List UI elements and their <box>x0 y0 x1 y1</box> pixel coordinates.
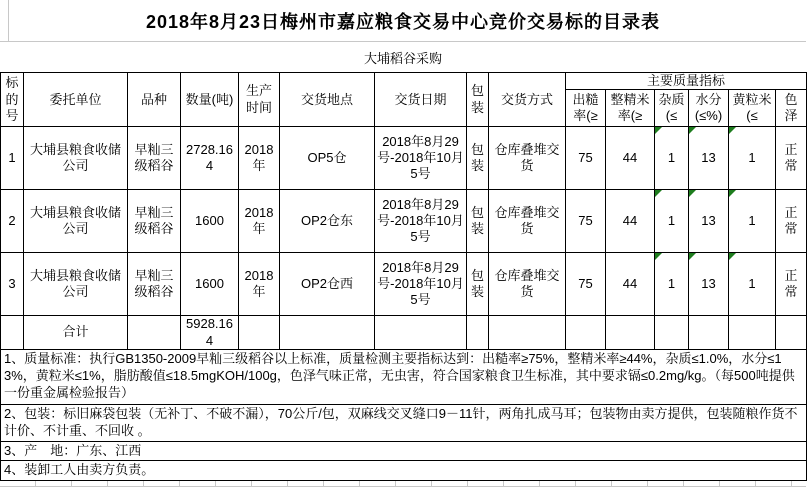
cell-delivery-date: 2018年8月29号-2018年10月5号 <box>375 253 467 316</box>
total-row <box>1 316 807 350</box>
table-row <box>1 127 807 190</box>
cell-quantity: 1600 <box>181 253 239 316</box>
cell-empty <box>239 316 280 350</box>
cell-packing: 包装 <box>467 127 489 190</box>
col-header-impurity: 杂质(≤ <box>655 90 689 127</box>
note-origin: 3、产 地：广东、江西 <box>1 441 807 461</box>
header-row-group <box>1 73 807 90</box>
cell-impurity: 1 <box>655 253 689 316</box>
col-header-head-rice-rate: 整精米率(≥ <box>606 90 655 127</box>
cell-delivery-date: 2018年8月29号-2018年10月5号 <box>375 190 467 253</box>
col-header-quantity: 数量(吨) <box>181 73 239 127</box>
note-quality-standard: 1、质量标准：执行GB1350-2009早籼三级稻谷以上标准，质量检测主要指标达到：出糙率≥75%，整精米率≥44%，杂质≤1.0%，水分≤13%，黄粒米≤1%，脂肪酸值≤18.5mgKOH/100g，色泽气味正常，无虫害，符合国家粮食卫生标准，其中要求镉≤0.2mg/kg。（每500吨提供一份重金属检验报告） <box>1 349 807 404</box>
col-header-delivery-place: 交货地点 <box>280 73 375 127</box>
cell-quantity: 2728.164 <box>181 127 239 190</box>
cell-packing: 包装 <box>467 253 489 316</box>
cell-empty <box>776 316 807 350</box>
cell-production-time: 2018年 <box>239 127 280 190</box>
cell-variety: 早籼三级稻谷 <box>128 127 181 190</box>
cell-head-rice-rate: 44 <box>606 253 655 316</box>
cell-delivery-place: OP2仓西 <box>280 253 375 316</box>
cell-variety: 早籼三级稻谷 <box>128 190 181 253</box>
note-row <box>1 404 807 441</box>
note-row <box>1 461 807 481</box>
cell-empty <box>566 316 606 350</box>
cell-empty <box>467 316 489 350</box>
note-packaging: 2、包装：标旧麻袋包装（无补丁、不破不漏），70公斤/包，双麻线交叉缝口9－11针，两角扎成马耳；包装物由卖方提供，包装随粮作货不计价、不计重、不回收 。 <box>1 404 807 441</box>
cell-moisture: 13 <box>689 190 729 253</box>
col-header-color: 色泽 <box>776 90 807 127</box>
cell-empty <box>729 316 776 350</box>
cell-packing: 包装 <box>467 190 489 253</box>
cell-variety: 早籼三级稻谷 <box>128 253 181 316</box>
spreadsheet-grid-strip <box>0 481 806 487</box>
cell-yellow-rice: 1 <box>729 190 776 253</box>
col-header-production-time: 生产时间 <box>239 73 280 127</box>
cell-empty <box>128 316 181 350</box>
page-title: 2018年8月23日梅州市嘉应粮食交易中心竞价交易标的目录表 <box>145 11 661 32</box>
cell-target-no: 1 <box>1 127 24 190</box>
col-header-moisture: 水分(≤%) <box>689 90 729 127</box>
col-header-variety: 品种 <box>128 73 181 127</box>
cell-empty <box>280 316 375 350</box>
cell-husked-rate: 75 <box>566 127 606 190</box>
cell-empty <box>689 316 729 350</box>
note-row <box>1 441 807 461</box>
cell-impurity: 1 <box>655 190 689 253</box>
title-row <box>0 0 806 42</box>
cell-delivery-place: OP5仓 <box>280 127 375 190</box>
cell-delivery-method: 仓库叠堆交货 <box>489 253 566 316</box>
col-header-packing: 包装 <box>467 73 489 127</box>
quality-group-header: 主要质量指标 <box>566 73 807 90</box>
col-header-client: 委托单位 <box>24 73 128 127</box>
cell-impurity: 1 <box>655 127 689 190</box>
col-header-target-no: 标的号 <box>1 73 24 127</box>
cell-empty <box>489 316 566 350</box>
total-label: 合计 <box>24 316 128 350</box>
cell-production-time: 2018年 <box>239 190 280 253</box>
cell-yellow-rice: 1 <box>729 127 776 190</box>
col-header-delivery-date: 交货日期 <box>375 73 467 127</box>
cell-empty <box>606 316 655 350</box>
gridline-artifact <box>8 0 9 41</box>
section-subtitle: 大埔稻谷采购 <box>363 50 442 66</box>
cell-delivery-method: 仓库叠堆交货 <box>489 127 566 190</box>
cell-client: 大埔县粮食收储公司 <box>24 127 128 190</box>
note-row <box>1 349 807 404</box>
col-header-delivery-method: 交货方式 <box>489 73 566 127</box>
cell-delivery-place: OP2仓东 <box>280 190 375 253</box>
cell-husked-rate: 75 <box>566 190 606 253</box>
total-quantity: 5928.164 <box>181 316 239 350</box>
cell-color: 正常 <box>776 190 807 253</box>
cell-delivery-method: 仓库叠堆交货 <box>489 190 566 253</box>
cell-yellow-rice: 1 <box>729 253 776 316</box>
cell-production-time: 2018年 <box>239 253 280 316</box>
cell-empty <box>375 316 467 350</box>
listing-table <box>0 72 807 481</box>
table-row <box>1 253 807 316</box>
cell-husked-rate: 75 <box>566 253 606 316</box>
cell-color: 正常 <box>776 253 807 316</box>
cell-moisture: 13 <box>689 127 729 190</box>
cell-quantity: 1600 <box>181 190 239 253</box>
table-row <box>1 190 807 253</box>
cell-color: 正常 <box>776 127 807 190</box>
cell-delivery-date: 2018年8月29号-2018年10月5号 <box>375 127 467 190</box>
cell-empty <box>655 316 689 350</box>
cell-head-rice-rate: 44 <box>606 190 655 253</box>
cell-moisture: 13 <box>689 253 729 316</box>
cell-client: 大埔县粮食收储公司 <box>24 253 128 316</box>
cell-target-no: 3 <box>1 253 24 316</box>
col-header-husked-rate: 出糙率(≥ <box>566 90 606 127</box>
cell-client: 大埔县粮食收储公司 <box>24 190 128 253</box>
col-header-yellow-rice: 黄粒米(≤ <box>729 90 776 127</box>
cell-empty <box>1 316 24 350</box>
cell-target-no: 2 <box>1 190 24 253</box>
note-loading: 4、装卸工人由卖方负责。 <box>1 461 807 481</box>
cell-head-rice-rate: 44 <box>606 127 655 190</box>
